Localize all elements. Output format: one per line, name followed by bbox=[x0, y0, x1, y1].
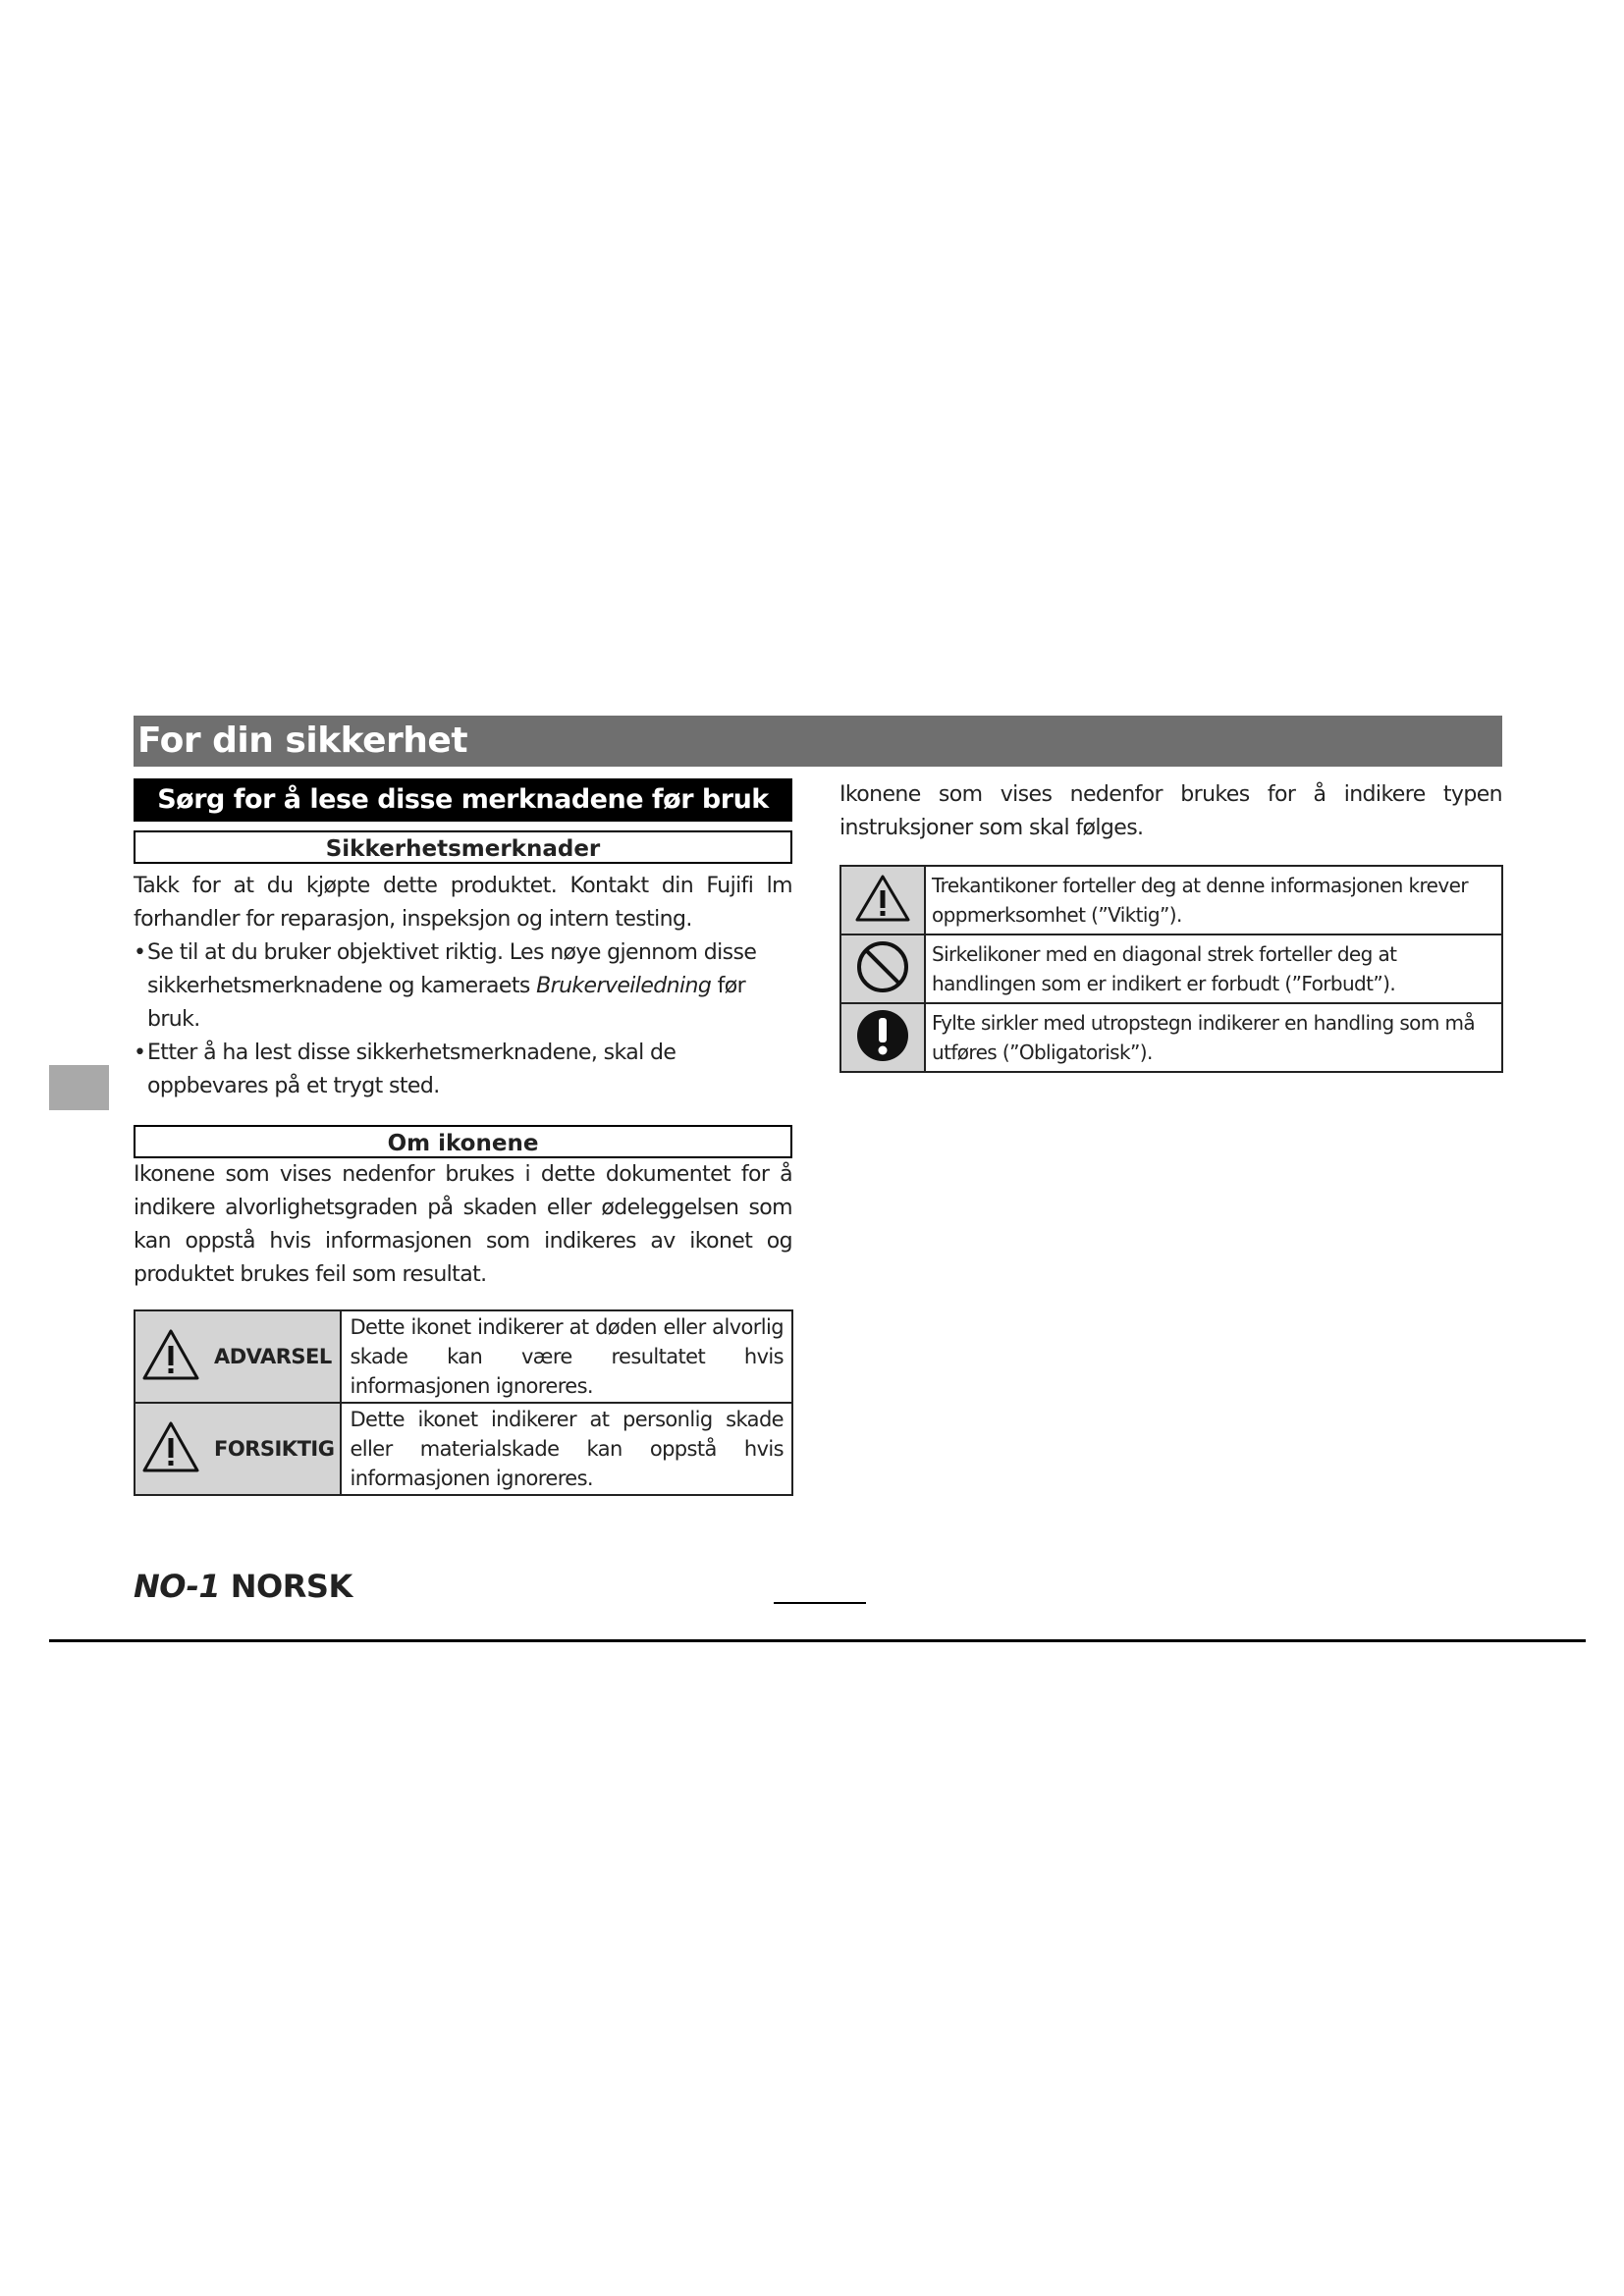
divider bbox=[49, 1639, 1586, 1642]
language-label: NORSK bbox=[230, 1568, 352, 1605]
instruction-icon-description: Fylte sirkler med utropstegn indikerer en handling som må utføres (”Obligatorisk”). bbox=[925, 1003, 1502, 1072]
safety-notes-heading: Sikkerhetsmerknader bbox=[134, 830, 792, 864]
page-number: NO-1 bbox=[134, 1568, 221, 1605]
right-column bbox=[839, 778, 1502, 1073]
safety-note-item: • Etter å ha lest disse sikkerhetsmerknadene, skal de oppbevares på et trygt sted. bbox=[134, 1037, 792, 1103]
prohibited-circle-icon bbox=[855, 980, 910, 998]
filled-exclamation-circle-icon bbox=[855, 1048, 910, 1067]
table-row bbox=[135, 1403, 792, 1495]
page-footer-label bbox=[134, 1568, 352, 1605]
about-icons-intro: Ikonene som vises nedenfor brukes i dette dokumentet for å indikere alvorlighetsgraden på skaden eller ødeleggelsen som kan oppstå hvis informasjonen som indikeres av ikonet og produktet brukes feil som resultat. bbox=[134, 1162, 792, 1287]
severity-description: Dette ikonet indikerer at personlig skade eller materialskade kan oppstå hvis informasjonen ignoreres. bbox=[341, 1403, 792, 1495]
severity-label: ADVARSEL bbox=[214, 1345, 332, 1368]
safety-note-item: • Se til at du bruker objektivet riktig. Les nøye gjennom disse sikkerhetsmerknadene og kameraets Brukerveiledning før bruk. bbox=[134, 936, 792, 1037]
read-before-use-heading: Sørg for å lese disse merknadene før bruk bbox=[134, 778, 792, 822]
table-row bbox=[840, 934, 1502, 1003]
severity-table bbox=[134, 1309, 793, 1496]
safety-notes-list bbox=[134, 936, 792, 1103]
table-row bbox=[135, 1310, 792, 1403]
left-column bbox=[134, 778, 792, 1496]
instruction-icon-description: Trekantikoner forteller deg at denne informasjonen krever oppmerksomhet (”Viktig”). bbox=[925, 866, 1502, 934]
safety-notes-intro: Takk for at du kjøpte dette produktet. Kontakt din Fujifi lm forhandler for reparasjon, inspeksjon og intern testing. bbox=[134, 874, 792, 932]
instruction-icon-description: Sirkelikoner med en diagonal strek forteller deg at handlingen som er indikert er forbudt (”Forbudt”). bbox=[925, 934, 1502, 1003]
page-title: For din sikkerhet bbox=[134, 716, 1502, 767]
user-guide-title: Brukerveiledning bbox=[536, 974, 712, 998]
triangle-exclamation-icon bbox=[854, 908, 911, 927]
instruction-icons-table bbox=[839, 865, 1503, 1073]
section-tab-marker bbox=[49, 1065, 109, 1110]
warning-triangle-icon bbox=[141, 1420, 200, 1477]
severity-description: Dette ikonet indikerer at døden eller alvorlig skade kan være resultatet hvis informasjonen ignoreres. bbox=[341, 1310, 792, 1403]
severity-label: FORSIKTIG bbox=[214, 1437, 335, 1461]
table-row bbox=[840, 1003, 1502, 1072]
warning-triangle-icon bbox=[141, 1328, 200, 1385]
table-row bbox=[840, 866, 1502, 934]
instruction-icons-intro: Ikonene som vises nedenfor brukes for å indikere typen instruksjoner som skal følges. bbox=[839, 782, 1502, 840]
about-icons-heading: Om ikonene bbox=[134, 1125, 792, 1158]
divider bbox=[774, 1602, 866, 1604]
